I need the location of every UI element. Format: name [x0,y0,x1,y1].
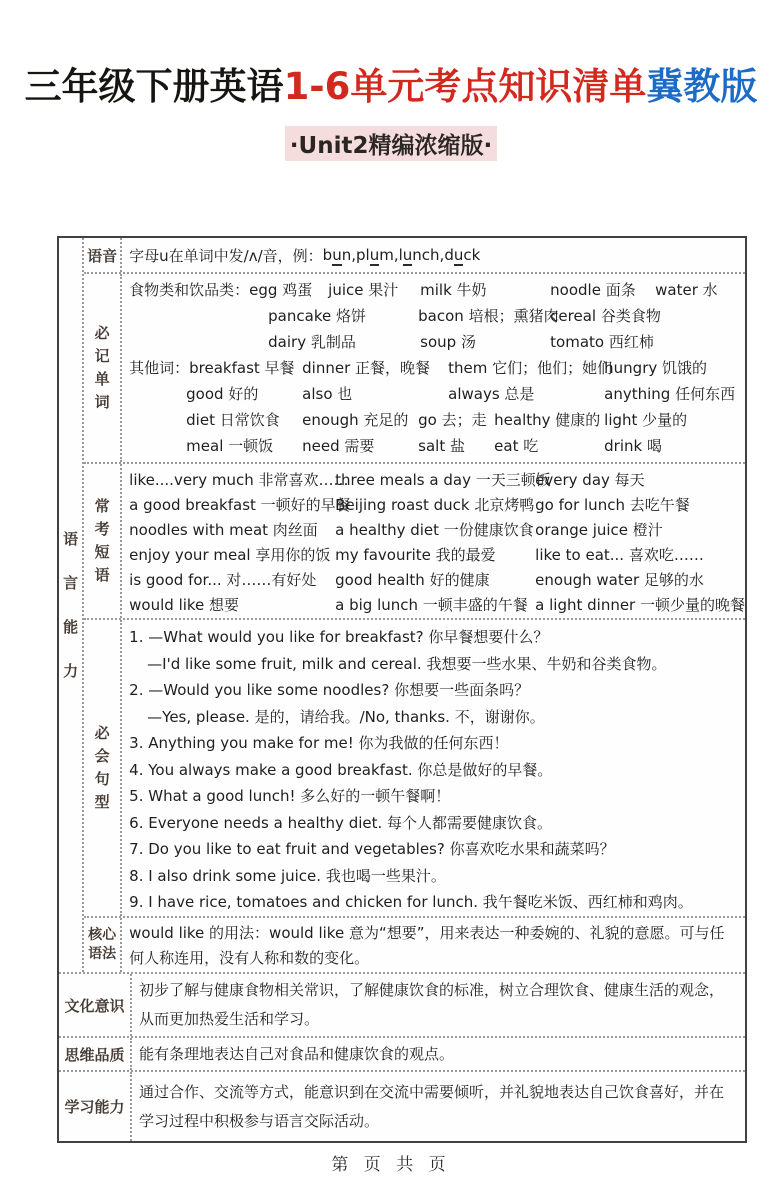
row-label-cell [84,918,122,972]
underlined-u: u [453,246,464,264]
word-entry: diet 日常饮食 [186,411,280,429]
phrase-entry: go for lunch 去吃午餐 [535,496,690,514]
knowledge-table [57,236,747,1143]
title-part-black: 三年级下册英语 [24,65,284,108]
word-line [122,383,745,409]
row-common-phrases [84,462,745,618]
row-label-cell [84,620,122,916]
row-thinking-quality [59,1036,745,1070]
page-title [0,56,782,110]
phrase-entry: my favourite 我的最爱 [335,546,496,564]
row-label-phrases: 常考短语 [94,497,110,584]
phrase-entry: a healthy diet 一份健康饮食 [335,521,534,539]
phonics-word [356,246,399,264]
word-line [122,357,745,383]
phrase-entry: Beijing roast duck 北京烤鸭 [335,496,535,514]
word-part: m, [379,246,399,264]
word-entry: go 去；走 [418,411,487,429]
word-line [122,435,745,461]
title-part-red: 1-6单元考点知识清单 [283,65,647,108]
sentence-line: —Yes, please. 是的，请给我。/No, thanks. 不，谢谢你。 [147,707,545,726]
sentences-content [122,620,745,916]
row-label-grammar: 核心语法 [88,927,117,962]
word-entry: water 水 [655,281,718,299]
word-part: ck [463,246,481,264]
word-entry: noodle 面条 [550,281,636,299]
thinking-content [132,1038,745,1070]
phrase-entry: orange juice 橙汁 [535,521,663,539]
words-content [122,274,745,462]
word-entry: cereal 谷类食物 [550,307,661,325]
word-entry: tomato 西红柿 [550,333,654,351]
culture-text: 初步了解与健康食物相关常识，了解健康饮食的标准，树立合理饮食、健康生活的观念，从而更加热爱生活和学习。 [139,981,725,1028]
word-entry: 其他词：breakfast 早餐 [129,359,295,377]
phonics-word [399,246,445,264]
phonics-word [323,246,356,264]
row-label-cell [84,464,122,618]
word-entry: also 也 [302,385,353,403]
phrase-entry: three meals a day 一天三顿饭 [335,471,551,489]
phonics-content [122,238,745,272]
word-entry: meal 一顿饭 [186,437,274,455]
word-entry: milk 牛奶 [420,281,487,299]
side-label-cell [59,238,84,972]
row-label-thinking: 思维品质 [59,1038,132,1070]
word-entry: juice 果汁 [328,281,399,299]
page-number-footer: 第 页 共 页 [331,1155,451,1175]
underlined-u: u [332,246,342,264]
word-entry: soup 汤 [420,333,476,351]
culture-content [132,974,745,1036]
row-phonics [84,238,745,272]
word-line [122,279,745,305]
word-entry: light 少量的 [604,411,688,429]
row-core-grammar [84,916,745,972]
phrase-entry: good health 好的健康 [335,571,490,589]
phonics-word [444,246,480,264]
phrase-entry: would like 想要 [129,596,240,614]
sentence-line: 3. Anything you make for me! 你为我做的任何东西！ [129,734,509,752]
phrase-entry: is good for... 对……有好处 [129,571,317,589]
sentence-line: 8. I also drink some juice. 我也喝一些果汁。 [129,866,446,885]
underlined-u: u [369,246,380,264]
word-entry: bacon 培根；熏猪肉 [418,307,559,325]
phrase-entry: noodles with meat 肉丝面 [129,521,318,539]
word-entry: them 它们；他们；她们 [448,359,613,377]
row-cultural-awareness [59,972,745,1036]
word-line [122,305,745,331]
word-part: b [322,246,333,264]
sentence-line: 7. Do you like to eat fruit and vegetables? 你喜欢吃水果和蔬菜吗？ [129,840,615,858]
side-label-language-ability: 语言能力 [63,530,79,680]
word-entry: pancake 烙饼 [268,307,366,325]
word-part: nch, [412,246,445,264]
sentence-line: 9. I have rice, tomatoes and chicken for lunch. 我午餐吃米饭、西红柿和鸡肉。 [129,893,693,911]
word-entry: salt 盐 [418,437,465,455]
phrase-entry: a light dinner 一顿少量的晚餐 [535,596,745,614]
phrases-content [122,464,745,618]
phrase-grid [122,464,745,618]
word-part: l [398,246,403,264]
word-entry: 食物类和饮品类：egg 鸡蛋 [129,281,313,299]
sentence-line: 1. —What would you like for breakfast? 你早餐想要什么？ [129,628,549,646]
row-label-cell [84,238,122,272]
title-part-blue: 冀教版 [646,65,758,108]
word-entry: dinner 正餐，晚餐 [302,359,431,377]
word-entry: drink 喝 [604,437,662,455]
sentence-line: —I'd like some fruit, milk and cereal. 我想要一些水果、牛奶和谷类食物。 [147,654,667,673]
sentence-line: 5. What a good lunch! 多么好的一顿午餐啊！ [129,787,451,805]
phrase-entry: enough water 足够的水 [535,571,704,589]
underlined-u: u [402,246,413,264]
word-entry: dairy 乳制品 [268,333,356,351]
language-ability-section [59,238,745,972]
sentence-line: 6. Everyone needs a healthy diet. 每个人都需要健康饮食。 [129,813,553,832]
row-label-words: 必记单词 [94,324,110,411]
row-label-learning: 学习能力 [59,1072,132,1141]
row-learning-ability [59,1070,745,1141]
unit-subtitle: ·Unit2精编浓缩版· [285,126,497,161]
word-line [122,331,745,357]
phrase-entry: a big lunch 一顿丰盛的午餐 [335,596,528,614]
row-key-sentences [84,618,745,916]
phrase-entry: like to eat... 喜欢吃…… [535,546,704,564]
upper-rows [84,238,745,972]
word-part: n, [341,246,356,264]
phrase-entry: like....very much 非常喜欢…… [129,471,349,489]
phrase-entry: enjoy your meal 享用你的饭 [129,546,331,564]
phrase-entry: every day 每天 [535,471,645,489]
grammar-content: would like 的用法：would like 意为“想要”，用来表达一种委婉的、礼貌的意愿。可与任何人称连用，没有人称和数的变化。 [129,924,725,967]
word-entry: healthy 健康的 [494,411,601,429]
row-label-culture: 文化意识 [59,974,132,1036]
row-label-sentences: 必会句型 [94,724,110,811]
word-line [122,409,745,435]
word-entry: enough 充足的 [302,411,409,429]
thinking-text: 能有条理地表达自己对食品和健康饮食的观点。 [139,1044,455,1063]
row-label-phonics: 语音 [87,246,118,265]
sentence-line: 4. You always make a good breakfast. 你总是做好的早餐。 [129,760,553,779]
learning-text: 通过合作、交流等方式，能意识到在交流中需要倾听，并礼貌地表达自己饮食喜好，并在学习过程中积极参与语言交际活动。 [139,1082,725,1130]
word-entry: good 好的 [186,385,259,403]
word-entry: always 总是 [448,385,535,403]
word-part: d [444,246,454,264]
learning-content [132,1072,745,1141]
subtitle-row [0,126,782,161]
word-entry: eat 吃 [494,437,539,455]
word-entry: need 需要 [302,437,375,455]
row-must-know-words [84,272,745,462]
phrase-entry: a good breakfast 一顿好的早餐 [129,496,351,514]
word-entry: anything 任何东西 [604,385,736,403]
word-entry: hungry 饥饿的 [604,359,708,377]
phonics-intro: 字母u在单词中发/ʌ/音，例： [129,246,323,265]
word-part: pl [355,246,370,264]
sentence-line: 2. —Would you like some noodles? 你想要一些面条吗？ [129,681,530,699]
row-label-cell [84,274,122,462]
